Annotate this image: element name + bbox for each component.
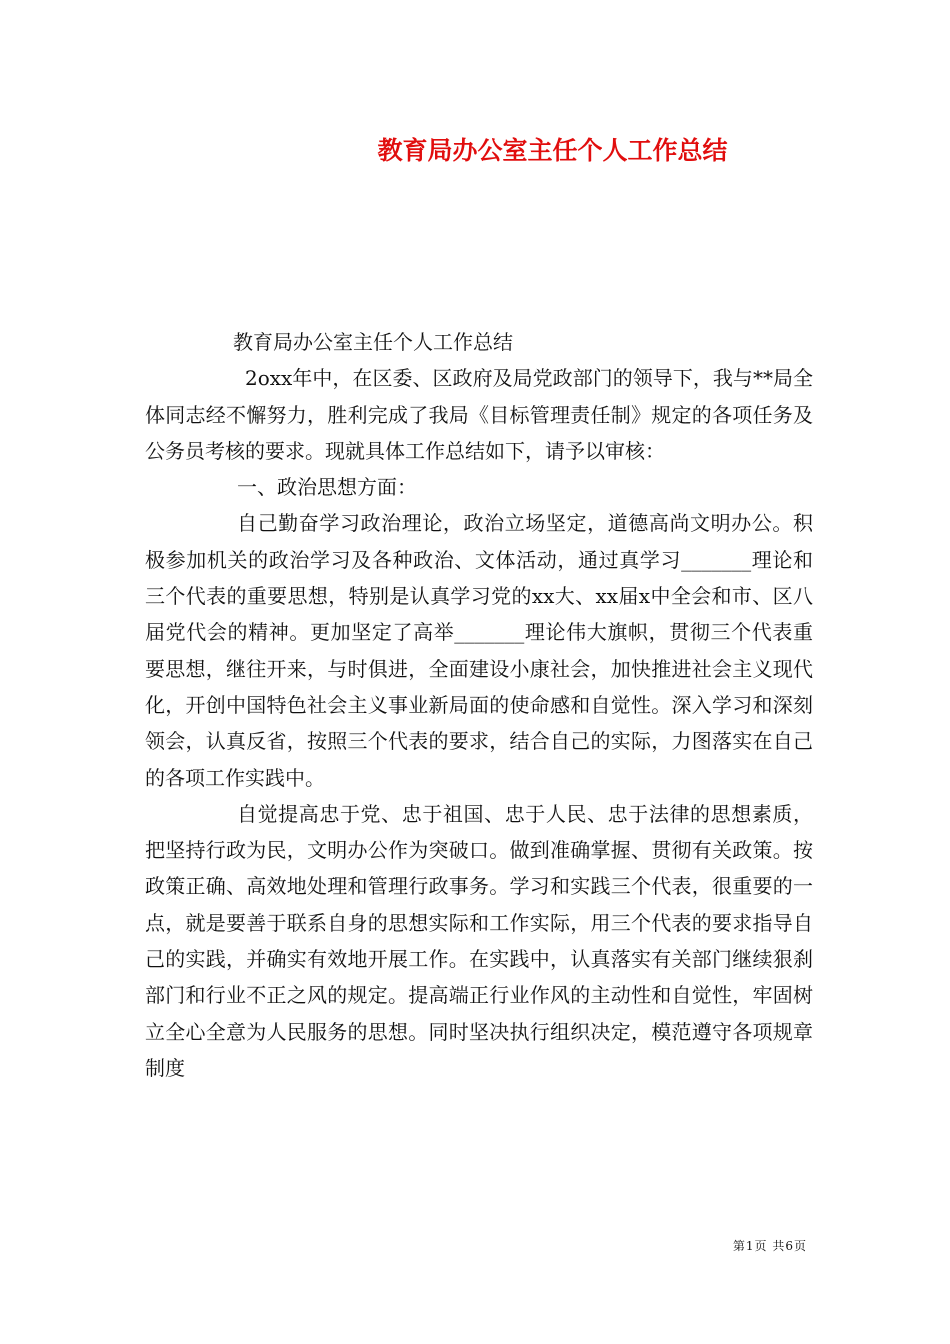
- section-heading-politics: 一、政治思想方面：: [237, 475, 417, 500]
- document-body: [145, 324, 813, 1086]
- body-paragraph-study: 自己勤奋学习政治理论，政治立场坚定，道德高尚文明办公。积极参加机关的政治学习及各种政治、文体活动，通过真学习_______理论和三个代表的重要思想，特别是认真学习党的xx大、xx届x中全会和市、区八届党代会的精神。更加坚定了高举_______理论伟大旗帜，贯彻三个代表重要思想，继往开来，与时俱进，全面建设小康社会，加快推进社会主义现代化，开创中国特色社会主义事业新局面的使命感和自觉性。深入学习和深刻领会，认真反省，按照三个代表的要求，结合自己的实际，力图落实在自己的各项工作实践中。: [145, 511, 813, 790]
- page-number: 第1页 共6页: [732, 1239, 807, 1253]
- body-paragraph-conduct: 自觉提高忠于党、忠于祖国、忠于人民、忠于法律的思想素质，把坚持行政为民，文明办公作为突破口。做到准确掌握、贯彻有关政策。按政策正确、高效地处理和管理行政事务。学习和实践三个代表，很重要的一点，就是要善于联系自身的思想实际和工作实际，用三个代表的要求指导自己的实践，并确实有效地开展工作。在实践中，认真落实有关部门继续狠刹部门和行业不正之风的规定。提高端正行业作风的主动性和自觉性，牢固树立全心全意为人民服务的思想。同时坚决执行组织决定，模范遵守各项规章制度: [145, 801, 813, 1080]
- body-paragraph-intro: 2oxx年中，在区委、区政府及局党政部门的领导下，我与**局全体同志经不懈努力，胜利完成了我局《目标管理责任制》规定的各项任务及公务员考核的要求。现就具体工作总结如下，请予以审核：: [145, 366, 813, 463]
- document-title: 教育局办公室主任个人工作总结: [377, 136, 728, 165]
- body-heading: 教育局办公室主任个人工作总结: [233, 330, 513, 354]
